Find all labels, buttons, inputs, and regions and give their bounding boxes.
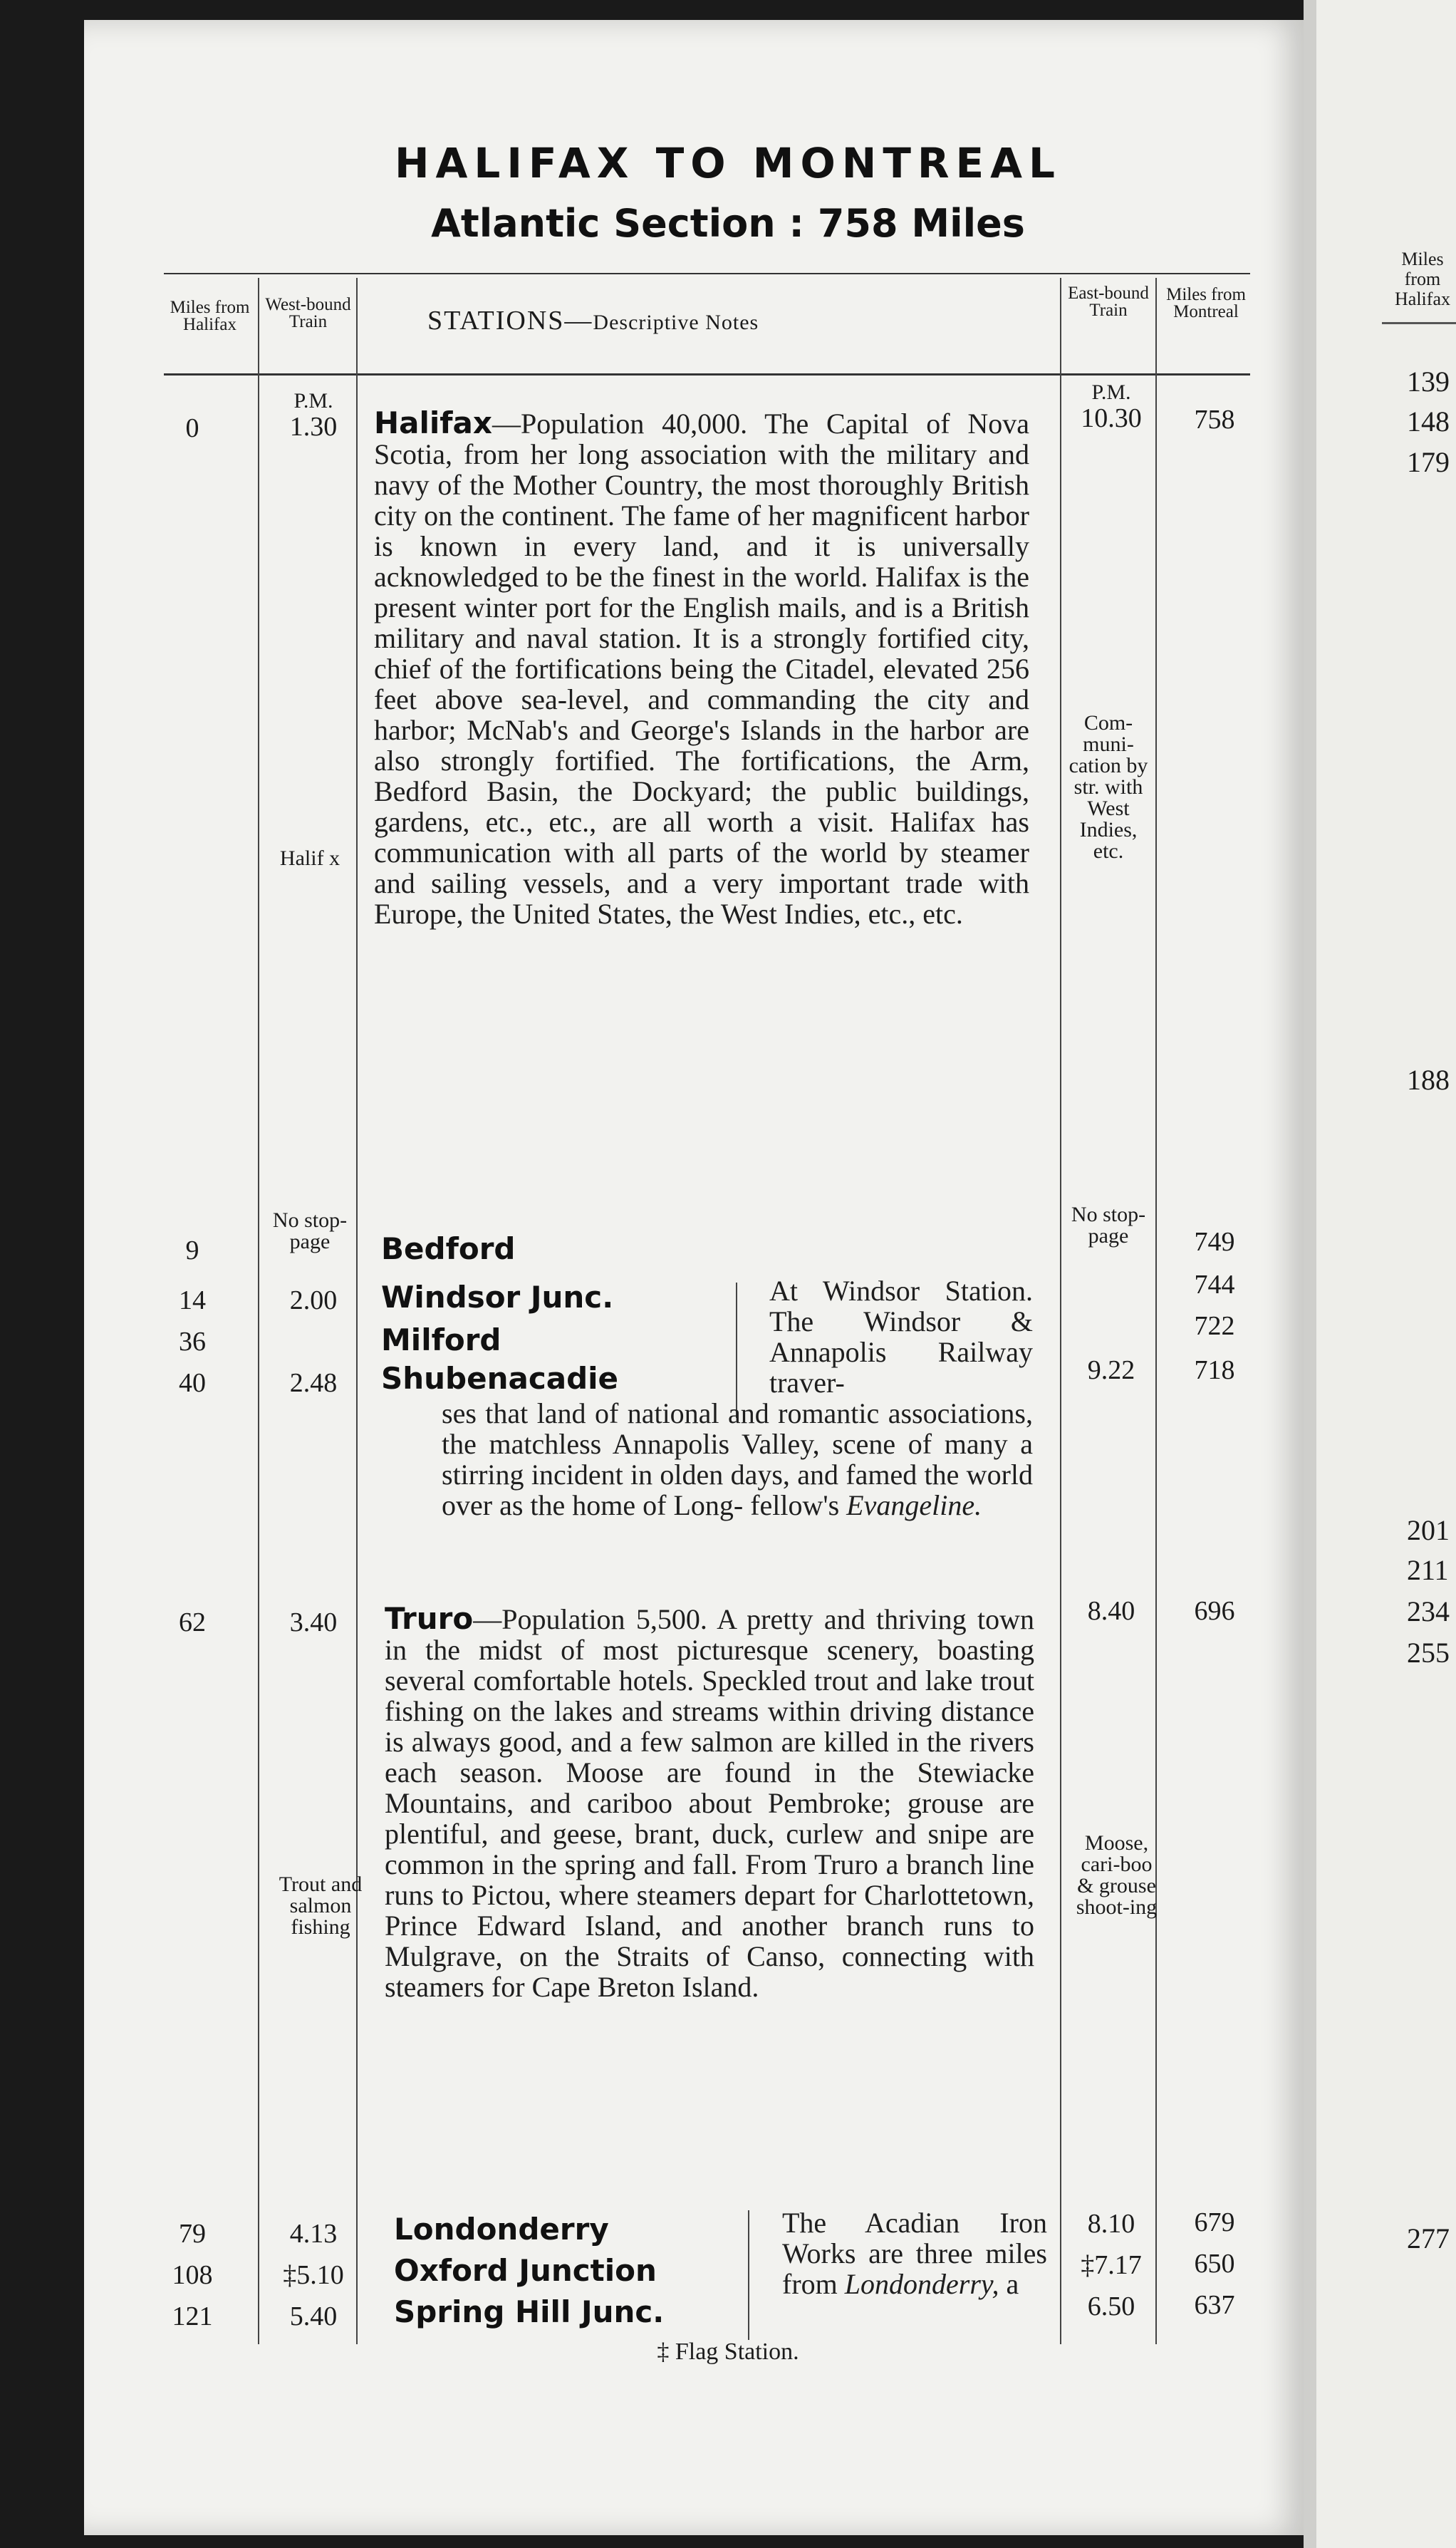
miles-from-halifax: 14: [179, 1285, 206, 1315]
header-stations: STATIONS—Descriptive Notes: [427, 306, 759, 336]
column-divider: [1060, 278, 1061, 2344]
acadian-note: The Acadian Iron Works are three miles from Londonderry, a: [782, 2207, 1047, 2300]
header-miles-from-halifax: Miles from Halifax: [170, 298, 250, 334]
station-bedford: Bedford: [381, 1231, 516, 1266]
next-page-miles: 277: [1407, 2222, 1450, 2254]
westbound-time: 5.40: [289, 2301, 338, 2331]
miles-from-halifax: 40: [179, 1368, 206, 1398]
westbound-time: 4.13: [289, 2219, 338, 2249]
next-page-miles: 201: [1407, 1514, 1450, 1546]
miles-from-halifax: 121: [172, 2301, 213, 2331]
windsor-note-side: At Windsor Station. The Windsor & Annapolis Railway traver-: [769, 1275, 1033, 1399]
truro-description: Truro—Population 5,500. A pretty and thriving town in the midst of most picturesque scenery, boasting several comfortable hotels. Speckled trout and lake trout fishing on the lakes and streams within driving distance is always good, and a few salmon are killed in the rivers each season. Moose are found in the Stewiacke Mountains, and cariboo about Pembroke; grouse are plentiful, and geese, brant, duck, curlew and snipe are common in the spring and fall. From Truro a branch line runs to Pictou, where steamers depart for Charlottetown, Prince Edward Island, and another branch runs to Mulgrave, on the Straits of Canso, connecting with steamers for Cape Breton Island.: [385, 1601, 1034, 2003]
westbound-time: 2.48: [289, 1368, 338, 1398]
westbound-time: 2.00: [289, 1285, 338, 1315]
next-page-rule: [1382, 322, 1456, 324]
westbound-time: ‡5.10: [283, 2260, 344, 2290]
footnote: ‡ Flag Station.: [657, 2339, 799, 2365]
miles-from-montreal: 758: [1194, 405, 1235, 435]
miles-from-halifax: 0: [185, 413, 199, 443]
eastbound-note: Moose, cari-boo & grouse shoot-ing: [1076, 1831, 1158, 1919]
next-page-miles: 179: [1407, 446, 1450, 478]
miles-from-halifax: 79: [179, 2219, 206, 2249]
eastbound-note: No stop-page: [1071, 1203, 1146, 1248]
windsor-note: ses that land of national and romantic associations, the matchless Annapolis Valley, scene of many a stirring incident in olden days, and famed the world over as the home of Long- fellow's Evangeline.: [442, 1397, 1033, 1521]
eastbound-note: Com-muni-cation by str. with West Indies, etc.: [1068, 711, 1148, 863]
miles-from-halifax: 62: [179, 1607, 206, 1637]
eastbound-time: 8.10: [1087, 2209, 1135, 2239]
station-milford: Milford: [381, 1322, 501, 1357]
column-divider: [1155, 278, 1157, 2344]
station-truro: Truro: [385, 1601, 474, 1636]
next-page-miles: 148: [1407, 405, 1450, 437]
next-page-header: Miles from Halifax: [1395, 249, 1450, 309]
miles-from-montreal: 637: [1194, 2290, 1235, 2320]
station-shubenacadie: Shubenacadie: [381, 1361, 619, 1396]
westbound-note: Trout and salmon fishing: [279, 1873, 363, 1939]
next-page-miles: 188: [1407, 1064, 1450, 1096]
station-spring-hill-junc: Spring Hill Junc.: [394, 2294, 665, 2329]
header-top-rule: [164, 273, 1250, 274]
miles-from-halifax: 36: [179, 1327, 206, 1357]
westbound-note: No stop-page: [272, 1208, 348, 1253]
eastbound-ampm: P.M.: [1091, 380, 1131, 404]
eastbound-time: 8.40: [1087, 1596, 1135, 1626]
westbound-time: 1.30: [289, 412, 338, 442]
miles-from-montreal: 744: [1194, 1270, 1235, 1300]
column-divider: [258, 278, 259, 2344]
miles-from-montreal: 718: [1194, 1355, 1235, 1385]
miles-from-montreal: 650: [1194, 2249, 1235, 2279]
header-eastbound: East-bound Train: [1068, 284, 1149, 320]
station-windsor-junc: Windsor Junc.: [381, 1280, 614, 1315]
page-title: HALIFAX TO MONTREAL: [394, 139, 1062, 187]
header-bottom-rule: [164, 373, 1250, 376]
next-page-miles: 234: [1407, 1595, 1450, 1627]
westbound-note: Halif x: [279, 846, 340, 870]
miles-from-montreal: 696: [1194, 1596, 1235, 1626]
station-halifax: Halifax: [374, 405, 492, 440]
miles-from-montreal: 679: [1194, 2207, 1235, 2237]
next-page-miles: 211: [1407, 1554, 1449, 1586]
next-page-miles: 255: [1407, 1637, 1450, 1669]
eastbound-time: ‡7.17: [1081, 2250, 1142, 2280]
miles-from-montreal: 722: [1194, 1311, 1235, 1341]
header-miles-from-montreal: Miles from Montreal: [1166, 285, 1246, 321]
note-divider: [748, 2210, 749, 2340]
miles-from-montreal: 749: [1194, 1227, 1235, 1257]
next-page-miles: 139: [1407, 366, 1450, 398]
westbound-ampm: P.M.: [293, 389, 333, 413]
page-subtitle: Atlantic Section : 758 Miles: [431, 201, 1025, 246]
westbound-time: 3.40: [289, 1607, 338, 1637]
miles-from-halifax: 9: [185, 1236, 199, 1265]
eastbound-time: 6.50: [1087, 2291, 1135, 2321]
miles-from-halifax: 108: [172, 2260, 213, 2290]
station-londonderry: Londonderry: [394, 2212, 609, 2247]
header-westbound: West-bound Train: [265, 295, 351, 331]
station-oxford-junction: Oxford Junction: [394, 2253, 657, 2288]
eastbound-time: 9.22: [1087, 1355, 1135, 1385]
halifax-description: Halifax—Population 40,000. The Capital of Nova Scotia, from her long association with the military and navy of the Mother Country, the most thoroughly British city on the continent. The fame of her magnificent harbor is known in every land, and it is universally acknowledged to be the finest in the world. Halifax is the present winter port for the English mails, and is a British military and naval station. It is a strongly fortified city, chief of the fortifications being the Citadel, elevated 256 feet above sea-level, and commanding the city and harbor; McNab's and George's Islands in the harbor are also strongly fortified. The fortifications, the Arm, Bedford Basin, the Dockyard; the public buildings, gardens, etc., etc., are all worth a visit. Halifax has communication with all parts of the world by steamer and sailing vessels, and a very important trade with Europe, the United States, the West Indies, etc., etc.: [374, 405, 1029, 930]
eastbound-time: 10.30: [1081, 403, 1142, 433]
